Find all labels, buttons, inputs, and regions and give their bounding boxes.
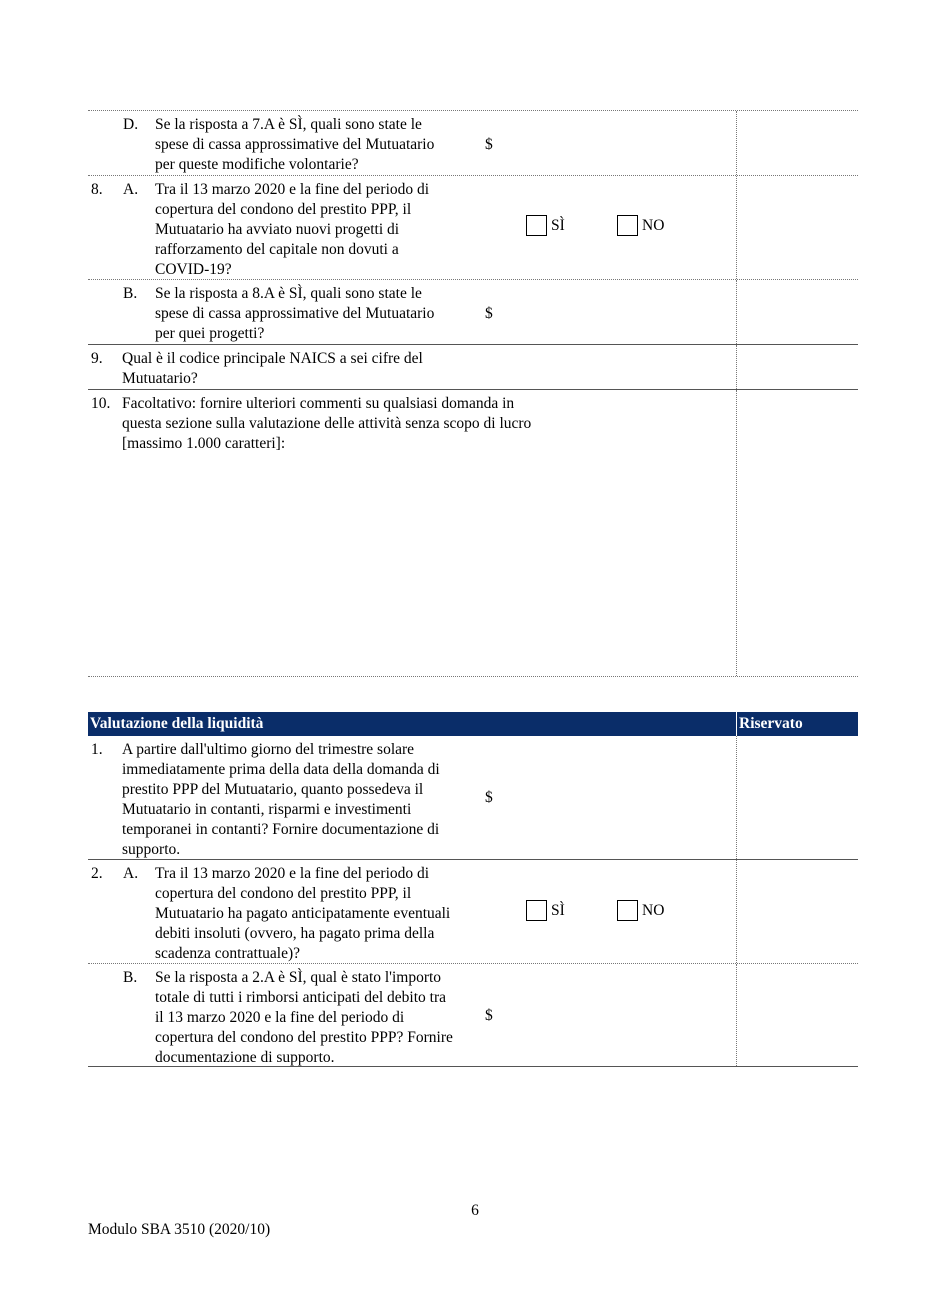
reserved-cell xyxy=(736,860,859,963)
liquidity-question-2b-text: Se la risposta a 2.A è SÌ, qual è stato l'importo totale di tutti i rimborsi anticipati del debito tra il 13 marzo 2020 e la fine del periodo di copertura del condono del prestito PPP? Fornire documentazione di supporto. xyxy=(155,969,453,1066)
question-8b-text: Se la risposta a 8.A è SÌ, quali sono state le spese di cassa approssimative del Mutuatario per quei progetti? xyxy=(155,285,435,342)
question-9-text: Qual è il codice principale NAICS a sei cifre del Mutuatario? xyxy=(122,350,423,387)
question-letter: A. xyxy=(123,865,139,882)
checkbox-square[interactable] xyxy=(526,900,547,921)
question-letter: B. xyxy=(123,969,138,986)
question-letter: D. xyxy=(123,116,139,133)
naics-input-cell xyxy=(736,345,859,389)
reserved-cell xyxy=(736,964,859,1066)
reserved-cell xyxy=(736,390,859,676)
question-8b-row xyxy=(88,280,858,345)
question-9-row xyxy=(88,345,858,390)
question-number: 2. xyxy=(91,865,103,882)
header-divider xyxy=(736,712,737,736)
liquidity-question-2a-row xyxy=(88,860,858,964)
nonprofit-assessment-table xyxy=(88,110,858,677)
form-footer: Modulo SBA 3510 (2020/10) xyxy=(88,1221,271,1238)
question-number: 9. xyxy=(91,350,103,367)
amount-field-liquidity-2b[interactable]: $ xyxy=(485,1007,493,1024)
question-number: 10. xyxy=(91,395,111,412)
liquidity-question-1-text: A partire dall'ultimo giorno del trimestre solare immediatamente prima della data della domanda di prestito PPP del Mutuatario, quanto possedeva il Mutuatario in contanti, risparmi e investimenti temporanei in contanti? Fornire documentazione di supporto. xyxy=(122,741,440,858)
question-7d-row xyxy=(88,110,858,176)
question-7d-text: Se la risposta a 7.A è SÌ, quali sono state le spese di cassa approssimative del Mutuatario per queste modifiche volontarie? xyxy=(155,116,435,173)
reserved-cell xyxy=(736,736,859,859)
yes-checkbox-8a[interactable]: SÌ xyxy=(526,215,565,236)
reserved-cell xyxy=(736,280,859,344)
question-10-row xyxy=(88,390,858,677)
amount-field-liquidity-1[interactable]: $ xyxy=(485,789,493,806)
no-checkbox-8a[interactable]: NO xyxy=(617,215,664,236)
checkbox-square[interactable] xyxy=(617,215,638,236)
reserved-cell xyxy=(736,176,859,279)
liquidity-question-1-row xyxy=(88,736,858,860)
liquidity-table xyxy=(88,736,858,1067)
liquidity-question-2b-row xyxy=(88,964,858,1067)
question-letter: B. xyxy=(123,285,138,302)
checkbox-square[interactable] xyxy=(617,900,638,921)
amount-field-7d[interactable]: $ xyxy=(485,136,493,153)
question-8a-text: Tra il 13 marzo 2020 e la fine del periodo di copertura del condono del prestito PPP, il Mutuatario ha avviato nuovi progetti di rafforzamento del capitale non dovuti a COVID-19? xyxy=(155,181,430,278)
checkbox-square[interactable] xyxy=(526,215,547,236)
question-8a-row xyxy=(88,176,858,280)
question-number: 8. xyxy=(91,181,103,198)
question-number: 1. xyxy=(91,741,103,758)
no-checkbox-2a[interactable]: NO xyxy=(617,900,664,921)
liquidity-question-2a-text: Tra il 13 marzo 2020 e la fine del periodo di copertura del condono del prestito PPP, il Mutuatario ha pagato anticipatamente eventuali debiti insoluti (ovvero, ha pagato prima della scadenza contrattuale)? xyxy=(155,865,451,962)
amount-field-8b[interactable]: $ xyxy=(485,305,493,322)
page-number: 6 xyxy=(471,1202,479,1219)
yes-checkbox-2a[interactable]: SÌ xyxy=(526,900,565,921)
reserved-column-header: Riservato xyxy=(739,715,803,732)
question-10-text: Facoltativo: fornire ulteriori commenti su qualsiasi domanda in questa sezione sulla valutazione delle attività senza scopo di lucro [massimo 1.000 caratteri]: xyxy=(122,395,532,452)
section-title: Valutazione della liquidità xyxy=(90,715,264,732)
liquidity-section-header xyxy=(88,712,858,736)
reserved-cell xyxy=(736,111,859,175)
question-letter: A. xyxy=(123,181,139,198)
